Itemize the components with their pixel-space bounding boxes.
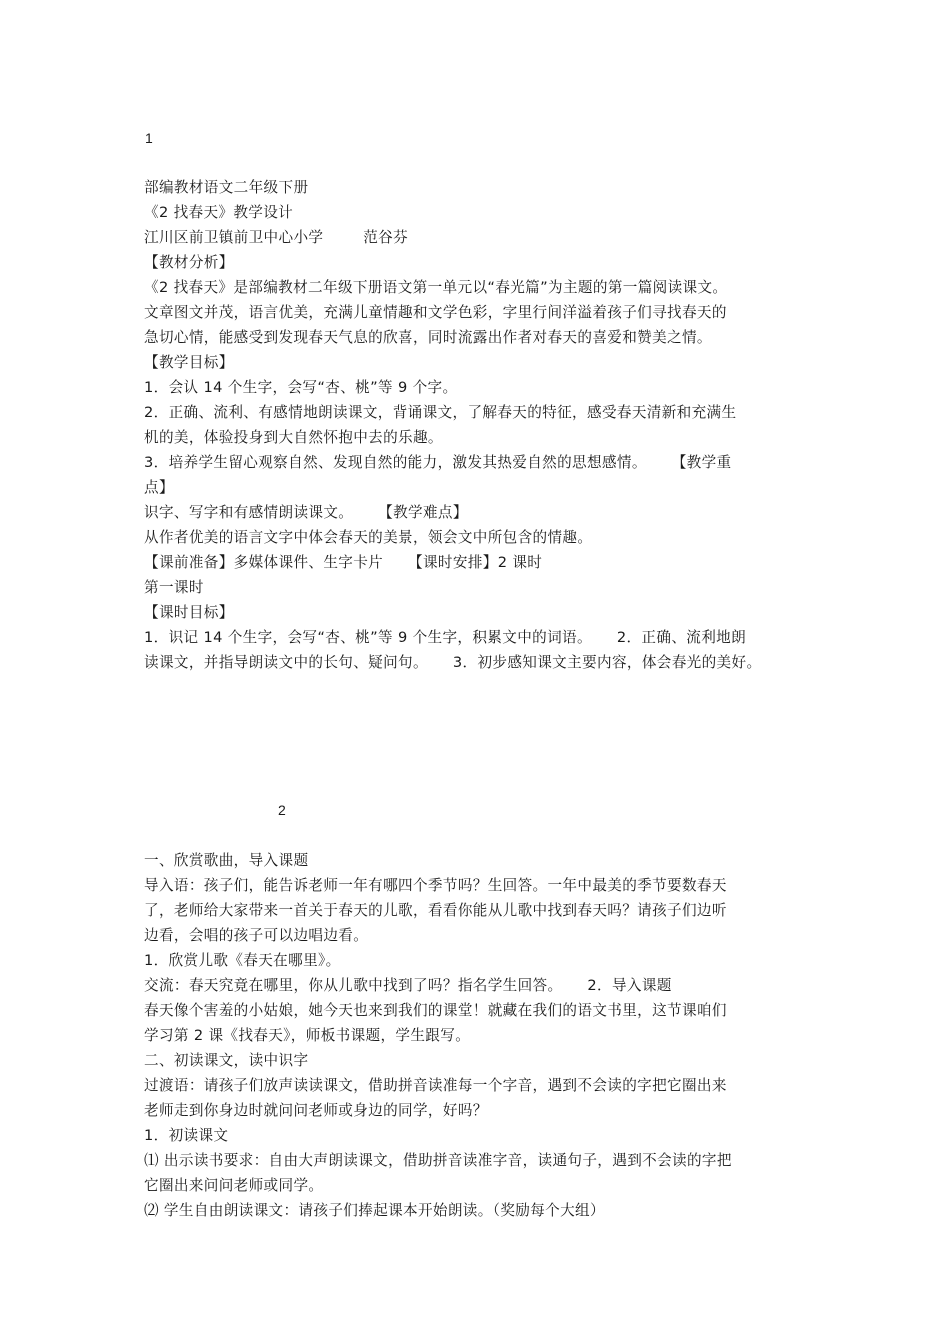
text-line: ⑴ 出示读书要求：自由大声朗读课文，借助拼音读准字音，读通句子，遇到不会读的字把	[144, 1152, 732, 1169]
text-line: 导入语：孩子们，能告诉老师一年有哪四个季节吗？生回答。一年中最美的季节要数春天	[144, 877, 727, 894]
text-line: 读课文，并指导朗读文中的长句、疑问句。 3．初步感知课文主要内容，体会春光的美好。	[144, 654, 762, 671]
text-line: 边看，会唱的孩子可以边唱边看。	[144, 927, 369, 944]
text-line: 点】	[144, 479, 174, 496]
text-line: 了，老师给大家带来一首关于春天的儿歌，看看你能从儿歌中找到春天吗？请孩子们边听	[144, 902, 727, 919]
text-line: 老师走到你身边时就问问老师或身边的同学，好吗？	[144, 1102, 488, 1119]
text-line: 1．初读课文	[144, 1127, 229, 1144]
section-heading: 【课时目标】	[144, 604, 234, 621]
text-line: 《2 找春天》是部编教材二年级下册语文第一单元以“春光篇”为主题的第一篇阅读课文。	[144, 279, 728, 296]
doc-title-grade: 部编教材语文二年级下册	[144, 179, 309, 196]
author-line: 江川区前卫镇前卫中心小学 范谷芬	[144, 229, 409, 246]
text-line: 急切心情，能感受到发现春天气息的欣喜，同时流露出作者对春天的喜爱和赞美之情。	[144, 329, 712, 346]
doc-title-lesson: 《2 找春天》教学设计	[144, 204, 294, 221]
text-line: 学习第 2 课《找春天》，师板书课题，学生跟写。	[144, 1027, 471, 1044]
text-line: 春天像个害羞的小姑娘，她今天也来到我们的课堂！就藏在我们的语文书里，这节课咱们	[144, 1002, 727, 1019]
text-line: 1．识记 14 个生字，会写“杏、桃”等 9 个生字，积累文中的词语。 2．正确、流利地朗	[144, 629, 747, 646]
text-line: 【课前准备】多媒体课件、生字卡片 【课时安排】2 课时	[144, 554, 543, 571]
section-heading: 【教学目标】	[144, 354, 234, 371]
text-line: 它圈出来问问老师或同学。	[144, 1177, 324, 1194]
section-heading: 【教材分析】	[144, 254, 234, 271]
text-line: ⑵ 学生自由朗读课文：请孩子们捧起课本开始朗读。（奖励每个大组）	[144, 1202, 605, 1219]
section-heading: 第一课时	[144, 579, 204, 596]
page-number: 2	[278, 802, 286, 818]
text-line: 1．欣赏儿歌《春天在哪里》。	[144, 952, 341, 969]
text-line: 1．会认 14 个生字，会写“杏、桃”等 9 个字。	[144, 379, 458, 396]
text-line: 3．培养学生留心观察自然、发现自然的能力，激发其热爱自然的思想感情。 【教学重	[144, 454, 732, 471]
section-heading: 一、欣赏歌曲，导入课题	[144, 852, 309, 869]
page-number: 1	[145, 130, 153, 146]
text-line: 从作者优美的语言文字中体会春天的美景，领会文中所包含的情趣。	[144, 529, 593, 546]
text-line: 交流：春天究竟在哪里，你从儿歌中找到了吗？指名学生回答。 2．导入课题	[144, 977, 672, 994]
section-heading: 二、初读课文，读中识字	[144, 1052, 309, 1069]
text-line: 文章图文并茂，语言优美，充满儿童情趣和文学色彩，字里行间洋溢着孩子们寻找春天的	[144, 304, 727, 321]
text-line: 机的美，体验投身到大自然怀抱中去的乐趣。	[144, 429, 443, 446]
text-line: 2．正确、流利、有感情地朗读课文，背诵课文，了解春天的特征，感受春天清新和充满生	[144, 404, 737, 421]
text-line: 识字、写字和有感情朗读课文。 【教学难点】	[144, 504, 468, 521]
text-line: 过渡语：请孩子们放声读读课文，借助拼音读准每一个字音，遇到不会读的字把它圈出来	[144, 1077, 727, 1094]
